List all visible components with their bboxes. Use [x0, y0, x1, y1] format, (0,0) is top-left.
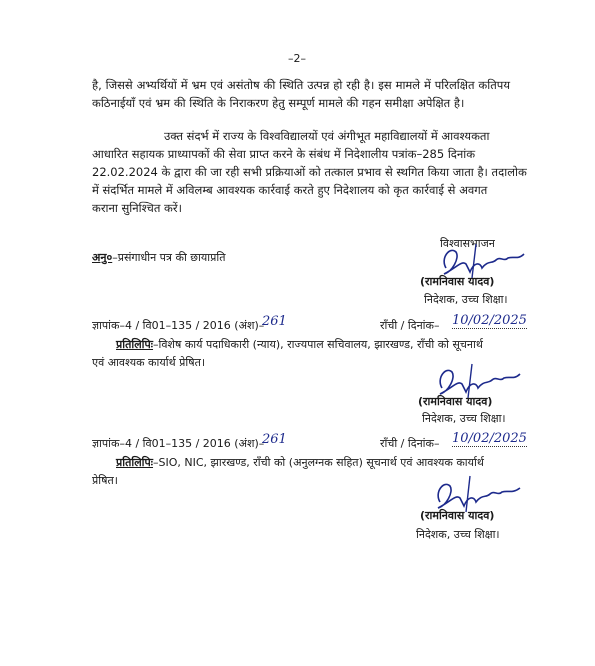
copy-text-2a: –SIO, NIC, झारखण्ड, राँची को (अनुलग्नक सहित) सूचनार्थ एवं आवश्यक कार्यार्थ — [153, 456, 484, 469]
enclosure-line — [92, 250, 225, 265]
signatory-name-3: (रामनिवास यादव) — [420, 509, 495, 522]
memo-number-2: ज्ञापांक–4 / वि01–135 / 2016 (अंश)– — [92, 437, 265, 450]
copy-label-1: प्रतिलिपिः — [116, 338, 154, 351]
paragraph-2-line-4: में संदर्भित मामले में अविलम्ब आवश्यक कार्रवाई करते हुए निदेशालय को कृत कार्रवाई से अवगत — [92, 183, 488, 197]
copy-label-2: प्रतिलिपिः — [116, 456, 154, 469]
signatory-name-1: (रामनिवास यादव) — [420, 275, 495, 288]
memo-number-1: ज्ञापांक–4 / वि01–135 / 2016 (अंश)– — [92, 319, 265, 332]
signatory-name-2: (रामनिवास यादव) — [418, 395, 493, 408]
signatory-designation-2: निदेशक, उच्च शिक्षा। — [422, 412, 506, 425]
memo-number-handwritten-1: 261 — [262, 314, 287, 329]
signatory-designation-3: निदेशक, उच्च शिक्षा। — [416, 528, 500, 541]
paragraph-1 — [92, 76, 510, 112]
paragraph-2-line-3: 22.02.2024 के द्वारा की जा रही सभी प्रक्रियाओं को तत्काल प्रभाव से स्थगित किया जाता है। तदालोक — [92, 165, 527, 179]
copy-text-1b: एवं आवश्यक कार्यार्थ प्रेषित। — [92, 356, 206, 369]
closing-text: विश्वासभाजन — [440, 237, 495, 250]
page-number: –2– — [288, 52, 306, 65]
signatory-designation-1: निदेशक, उच्च शिक्षा। — [424, 293, 508, 306]
paragraph-2-line-2: आधारित सहायक प्राध्यापकों की सेवा प्राप्त करने के संबंध में निदेशालीय पत्रांक–285 दिनांक — [92, 147, 476, 161]
paragraph-2-line-5: कराना सुनिश्चित करें। — [92, 201, 182, 215]
paragraph-2 — [92, 127, 527, 217]
memo-date-handwritten-1: 10/02/2025 — [452, 313, 527, 328]
memo-date-label-1: राँची / दिनांक– — [380, 319, 440, 332]
paragraph-2-line-1: उक्त संदर्भ में राज्य के विश्वविद्यालयों एवं अंगीभूत महाविद्यालयों में आवश्यकता — [164, 129, 490, 143]
memo-number-handwritten-2: 261 — [262, 432, 287, 447]
paragraph-1-line-2: कठिनाईयाँ एवं भ्रम की स्थिति के निराकरण हेतु सम्पूर्ण मामले की गहन समीक्षा अपेक्षित है। — [92, 96, 465, 110]
enclosure-text: –प्रसंगाधीन पत्र की छायाप्रति — [112, 251, 226, 264]
memo-date-label-2: राँची / दिनांक– — [380, 437, 440, 450]
copy-line-1a — [116, 337, 483, 352]
copy-line-2a — [116, 455, 484, 470]
memo-date-handwritten-2: 10/02/2025 — [452, 431, 527, 446]
copy-text-2b: प्रेषित। — [92, 474, 118, 487]
paragraph-1-line-1: है, जिससे अभ्यर्थियों में भ्रम एवं असंतोष की स्थिति उत्पन्न हो रही है। इस मामले में परिलक्षित कतिपय — [92, 78, 510, 92]
copy-text-1a: –विशेष कार्य पदाधिकारी (न्याय), राज्यपाल सचिवालय, झारखण्ड, राँची को सूचनार्थ — [153, 338, 483, 351]
enclosure-label: अनु० — [92, 251, 113, 264]
